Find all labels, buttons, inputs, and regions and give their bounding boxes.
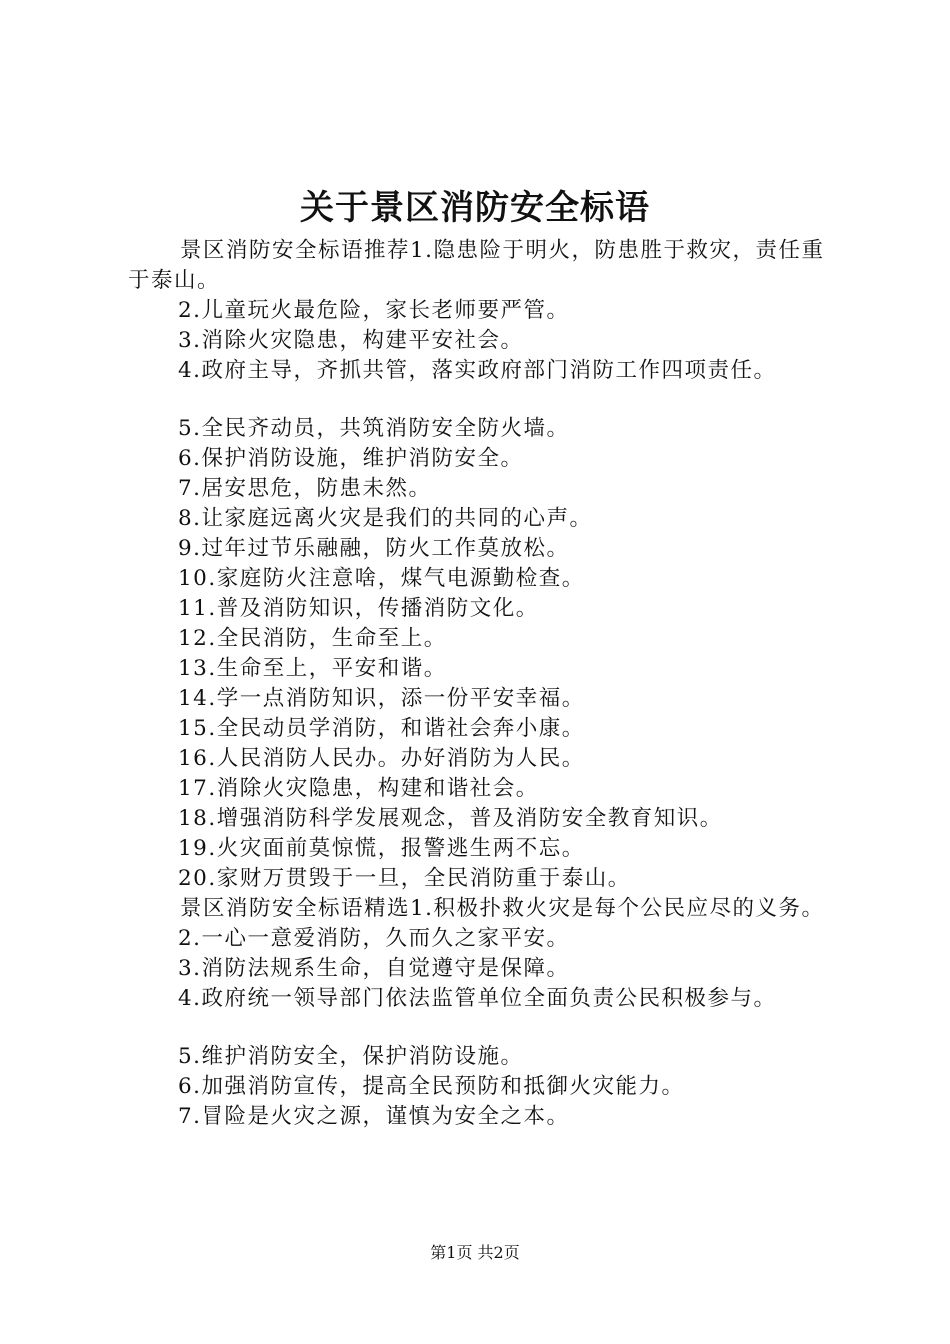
list-item: 7.冒险是火灾之源，谨慎为安全之本。: [178, 1104, 570, 1129]
list-item: 6.保护消防设施，维护消防安全。: [178, 446, 524, 471]
list-item: 13.生命至上，平安和谐。: [178, 656, 447, 681]
list-item: 16.人民消防人民办。办好消防为人民。: [178, 746, 585, 771]
list-item: 15.全民动员学消防，和谐社会奔小康。: [178, 716, 585, 741]
list-item: 7.居安思危，防患未然。: [178, 476, 432, 501]
list-item: 18.增强消防科学发展观念，普及消防安全教育知识。: [178, 806, 723, 831]
document-title: 关于景区消防安全标语: [300, 188, 650, 228]
list-item: 2.一心一意爱消防，久而久之家平安。: [178, 926, 570, 951]
list-item: 9.过年过节乐融融，防火工作莫放松。: [178, 536, 570, 561]
list-item: 20.家财万贯毁于一旦，全民消防重于泰山。: [178, 866, 631, 891]
list-item: 8.让家庭远离火灾是我们的共同的心声。: [178, 506, 593, 531]
list-item: 5.全民齐动员，共筑消防安全防火墙。: [178, 416, 570, 441]
list-item: 4.政府主导，齐抓共管，落实政府部门消防工作四项责任。: [178, 358, 777, 383]
list-item: 3.消除火灾隐患，构建平安社会。: [178, 328, 524, 353]
list-item: 17.消除火灾隐患，构建和谐社会。: [178, 776, 539, 801]
list-item: 6.加强消防宣传，提高全民预防和抵御火灾能力。: [178, 1074, 685, 1099]
section1-intro: 景区消防安全标语推荐1.隐患险于明火，防患胜于救灾，责任重于泰山。: [128, 238, 825, 293]
list-item: 10.家庭防火注意啥，煤气电源勤检查。: [178, 566, 585, 591]
list-item: 5.维护消防安全，保护消防设施。: [178, 1044, 524, 1069]
list-item: 11.普及消防知识，传播消防文化。: [178, 596, 539, 621]
list-item: 4.政府统一领导部门依法监管单位全面负责公民积极参与。: [178, 986, 777, 1011]
list-item: 2.儿童玩火最危险，家长老师要严管。: [178, 298, 570, 323]
page-footer: 第1页 共2页: [430, 1243, 520, 1262]
list-item: 12.全民消防，生命至上。: [178, 626, 447, 651]
section2-intro: 景区消防安全标语精选1.积极扑救火灾是每个公民应尽的义务。: [180, 896, 825, 921]
list-item: 3.消防法规系生命，自觉遵守是保障。: [178, 956, 570, 981]
document-body: [128, 236, 838, 1132]
list-item: 14.学一点消防知识，添一份平安幸福。: [178, 686, 585, 711]
list-item: 19.火灾面前莫惊慌，报警逃生两不忘。: [178, 836, 585, 861]
